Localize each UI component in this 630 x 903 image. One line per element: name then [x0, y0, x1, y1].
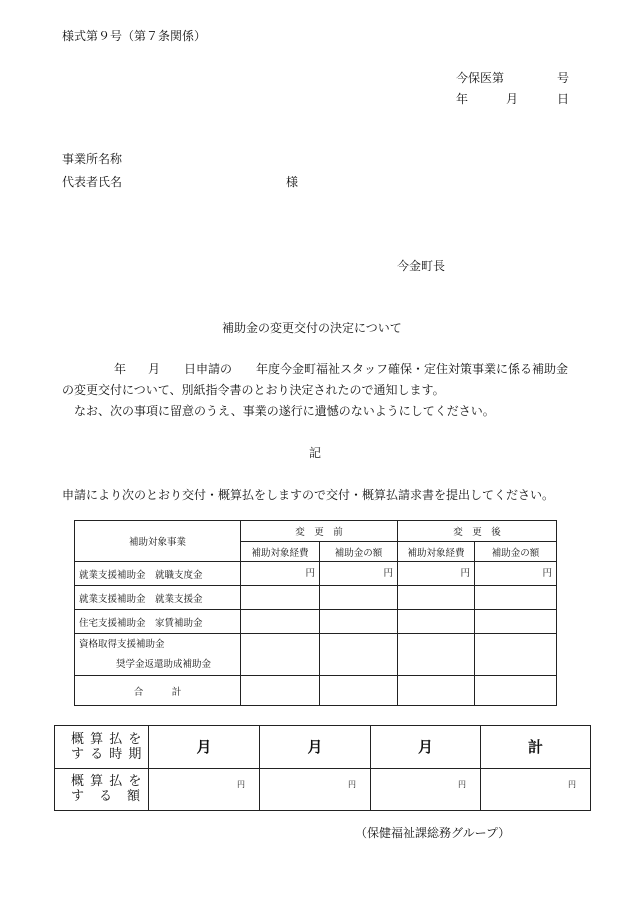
table-cell — [320, 634, 398, 676]
table-cell — [241, 610, 320, 634]
total-label: 合 計 — [75, 676, 241, 706]
table-cell — [398, 586, 475, 610]
header-after-amount: 補助金の額 — [475, 542, 557, 562]
table-cell — [320, 586, 398, 610]
doc-number-suffix: 号 — [557, 71, 570, 85]
body-line3: なお、次の事項に留意のうえ、事業の遂行に遺憾のないようにしてください。 — [74, 404, 495, 418]
yen-unit: 円 — [260, 768, 371, 811]
payment-table — [54, 725, 591, 811]
header-before-cost: 補助対象経費 — [241, 542, 320, 562]
header-after-cost: 補助対象経費 — [398, 542, 475, 562]
yen-unit: 円 — [398, 562, 475, 586]
table-cell — [398, 610, 475, 634]
header-before: 変 更 前 — [241, 521, 398, 542]
body-line1-month: 月 — [148, 362, 161, 376]
header-after: 変 更 後 — [398, 521, 557, 542]
header-before-amount: 補助金の額 — [320, 542, 398, 562]
amount-label-line1: 概 算 払 を — [71, 774, 143, 790]
timing-label-line2: す る 時 期 — [71, 746, 143, 762]
yen-unit: 円 — [149, 768, 260, 811]
amount-label — [55, 768, 149, 811]
yen-unit: 円 — [481, 768, 591, 811]
yen-unit: 円 — [371, 768, 481, 811]
month-cell: 月 — [260, 726, 371, 769]
table-cell — [475, 586, 557, 610]
table-cell — [320, 676, 398, 706]
document-title: 補助金の変更交付の決定について — [222, 321, 402, 335]
month-cell: 月 — [149, 726, 260, 769]
date-month: 月 — [506, 92, 519, 106]
instruction: 申請により次のとおり交付・概算払をしますので交付・概算払請求書を提出してください。 — [62, 488, 555, 502]
body-line1-rest: 日申請の 年度今金町福祉スタッフ確保・定住対策事業に係る補助金 — [184, 362, 569, 376]
table-cell — [241, 676, 320, 706]
table-row — [75, 634, 557, 676]
honorific: 様 — [286, 175, 299, 189]
form-number: 様式第９号（第７条関係） — [62, 29, 207, 43]
table-row — [75, 586, 557, 610]
date-year: 年 — [456, 92, 469, 106]
total-row — [75, 676, 557, 706]
table-row — [75, 562, 557, 586]
ki-heading: 記 — [309, 446, 322, 460]
timing-label — [55, 726, 149, 769]
subsidy-table — [74, 520, 557, 706]
table-cell — [241, 586, 320, 610]
yen-unit: 円 — [241, 562, 320, 586]
yen-unit: 円 — [320, 562, 398, 586]
yen-unit: 円 — [475, 562, 557, 586]
table-cell — [398, 634, 475, 676]
table-cell — [398, 676, 475, 706]
table-cell — [475, 676, 557, 706]
amount-label-line2: す る 額 — [71, 789, 142, 805]
row-label: 就業支援補助金 就職支度金 — [75, 562, 241, 586]
timing-label-line1: 概 算 払 を — [71, 731, 143, 747]
row-label-line2: 奨学金返還助成補助金 — [116, 658, 212, 670]
row-label — [75, 634, 241, 676]
table-cell — [475, 634, 557, 676]
table-cell — [241, 634, 320, 676]
row-label: 住宅支援補助金 家賃補助金 — [75, 610, 241, 634]
row-label-line1: 資格取得支援補助金 — [79, 638, 165, 650]
body-line2: の変更交付について、別紙指令書のとおり決定されたので通知します。 — [62, 383, 445, 397]
representative-label: 代表者氏名 — [62, 175, 123, 189]
table-cell — [320, 610, 398, 634]
office-name-label: 事業所名称 — [62, 152, 123, 166]
header-item: 補助対象事業 — [75, 521, 241, 562]
department-footer: （保健福祉課総務グループ） — [355, 826, 511, 840]
row-label: 就業支援補助金 就業支援金 — [75, 586, 241, 610]
table-cell — [475, 610, 557, 634]
sender: 今金町長 — [397, 259, 446, 273]
date-day: 日 — [557, 92, 570, 106]
body-line1-year: 年 — [114, 362, 127, 376]
table-row — [75, 610, 557, 634]
doc-number-prefix: 今保医第 — [456, 71, 505, 85]
month-cell: 月 — [371, 726, 481, 769]
total-cell: 計 — [481, 726, 591, 769]
